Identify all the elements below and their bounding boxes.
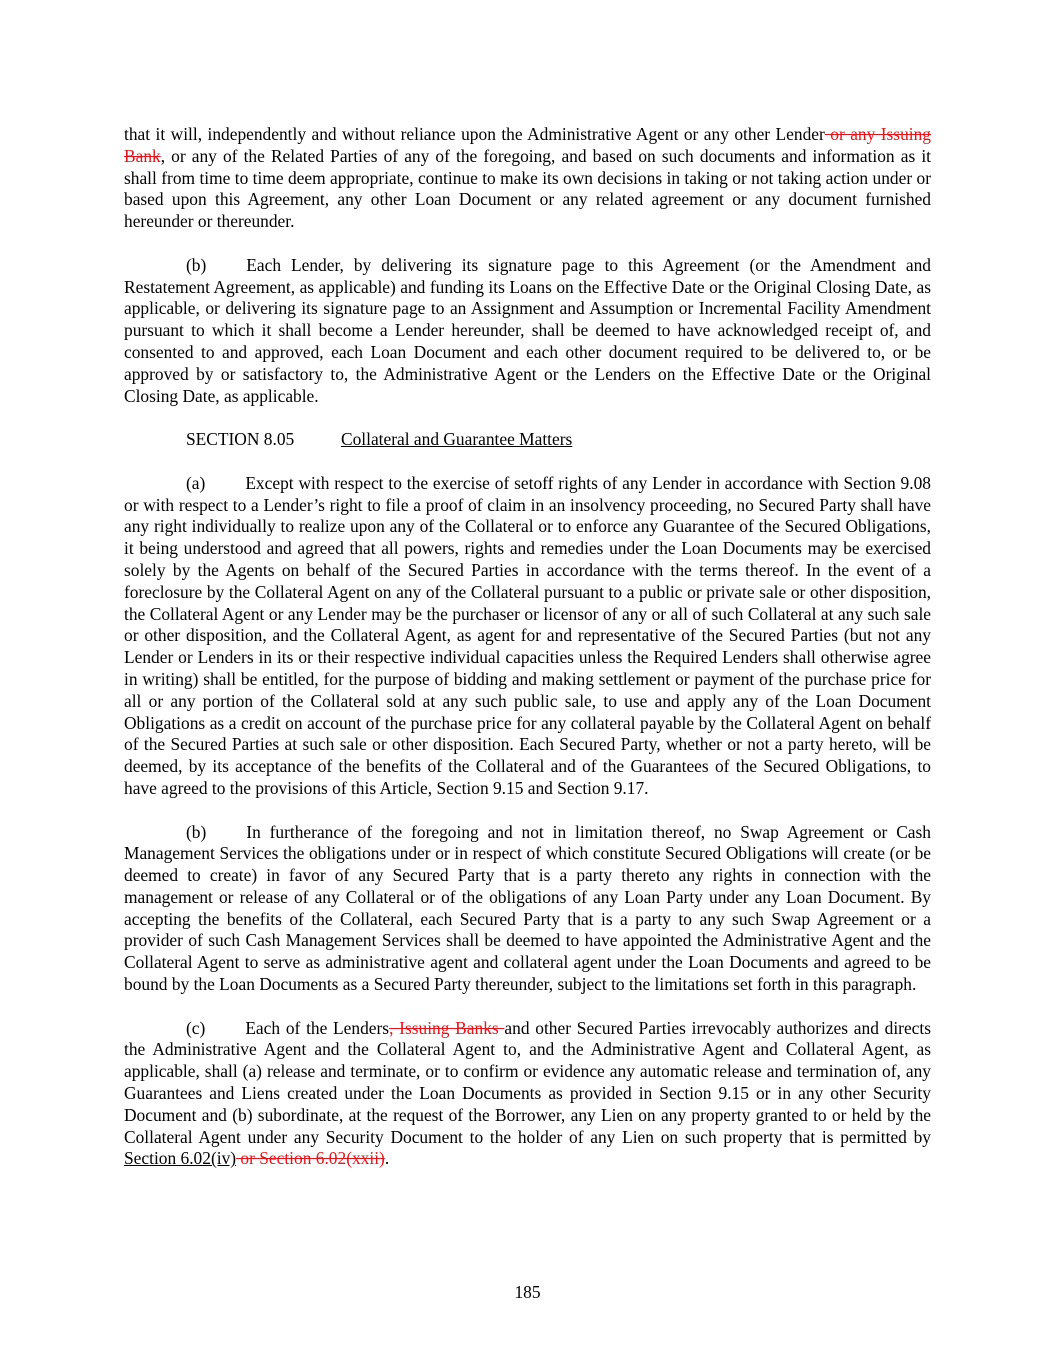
paragraph-continuation (124, 124, 931, 233)
text-run: , or any of the Related Parties of any of the foregoing, and based on such documents and information as it shall from time to time deem appropriate, continue to make its own decisions in taking or not taking action under or based upon this Agreement, any other Loan Document or any related agreement or any document furnished hereunder or thereunder. (124, 145, 931, 232)
paragraph-c-release-authorization (124, 1018, 931, 1171)
text-run: and other Secured Parties irrevocably authorizes and directs the Administrative Agent and the Collateral Agent to, and the Administrative Agent and Collateral Agent, as applicable, shall (a) release and terminate, or to confirm or evidence any automatic release and termination of, any Guarantees and Liens created under the Loan Documents as provided in Section 9.15 or in any other Security Document and (b) subordinate, at the request of the Borrower, any Lien on any property granted to or held by the Collateral Agent under any Security Document to the holder of any Lien on such property that is permitted by (124, 1017, 931, 1147)
text-run: that it will, independently and without reliance upon the Administrative Agent or any other Lender (124, 124, 825, 144)
section-title: Collateral and Guarantee Matters (341, 429, 573, 450)
paragraph-label: (a) (186, 472, 206, 493)
text-run: Each of the Lenders (245, 1017, 390, 1038)
paragraph-b-lender-signature (124, 255, 931, 408)
page-number: 185 (514, 1282, 541, 1302)
paragraph-a-setoff (124, 473, 931, 800)
text-run: Except with respect to the exercise of setoff rights of any Lender in accordance with Section 9.08 or with respect to a Lender’s right to file a proof of claim in an insolvency proceeding, no Secured Party shall have any right individually to realize upon any of the Collateral or to enforce any Guarantee of the Secured Obligations, it being understood and agreed that all powers, rights and remedies under the Loan Documents may be exercised solely by the Agents on behalf of the Secured Parties in accordance with the terms thereof. In the event of a foreclosure by the Collateral Agent on any of the Collateral pursuant to a public or private sale or other disposition, the Collateral Agent or any Lender may be the purchaser or licensor of any or all of such Collateral at any such sale or other disposition, and the Collateral Agent, as agent for and representative of the Secured Parties (but not any Lender or Lenders in its or their respective individual capacities unless the Required Lenders shall otherwise agree in writing) shall be entitled, for the purpose of bidding and making settlement or payment of the purchase price for all or any portion of the Collateral sold at any such public sale, to use and apply any of the Loan Document Obligations as a credit on account of the purchase price for any collateral payable by the Collateral Agent on behalf of the Secured Parties at such sale or other disposition. Each Secured Party, whether or not a party hereto, will be deemed, by its acceptance of the benefits of the Collateral and of the Guarantees of the Secured Obligations, to have agreed to the provisions of this Article, Section 9.15 and Section 9.17. (124, 472, 931, 798)
paragraph-b-swap-agreement (124, 822, 931, 996)
paragraph-label: (b) (186, 254, 207, 275)
text-run: . (384, 1148, 390, 1169)
text-run: In furtherance of the foregoing and not in limitation thereof, no Swap Agreement or Cash Management Services the obligations under or in respect of which constitute Secured Obligations will create (or be deemed to create) in favor of any Secured Party that is a party thereto any rights in connection with the management or release of any Collateral or of the obligations of any Loan Party under any Loan Document. By accepting the benefits of the Collateral, each Secured Party that is a party to any such Swap Agreement or a provider of such Cash Management Services shall be deemed to have appointed the Administrative Agent and the Collateral Agent to serve as administrative agent and collateral agent under the Loan Documents and agreed to be bound by the Loan Documents as a Secured Party thereunder, subject to the limitations set forth in this paragraph. (124, 821, 931, 995)
section-reference: Section 6.02(iv) (124, 1148, 237, 1169)
paragraph-label: (c) (186, 1017, 206, 1038)
document-body (124, 124, 931, 1192)
deleted-text: , Issuing Banks (389, 1017, 505, 1038)
text-run: Each Lender, by delivering its signature page to this Agreement (or the Amendment and Restatement Agreement, as applicable) and funding its Loans on the Effective Date or the Original Closing Date, as applicable, or delivering its signature page to an Assignment and Assumption or Incremental Facility Amendment pursuant to which it shall become a Lender hereunder, shall be deemed to have acknowledged receipt of, and consented to and approved, each Loan Document and each other document required to be delivered to, or be approved by or satisfactory to, the Administrative Agent or the Lenders on the Effective Date or the Original Closing Date, as applicable. (124, 254, 931, 406)
deleted-text: or Section 6.02(xxii) (236, 1148, 385, 1169)
deleted-text: or any Issuing Bank (124, 124, 931, 166)
paragraph-label: (b) (186, 821, 207, 842)
section-heading (186, 429, 931, 451)
section-number: SECTION 8.05 (186, 429, 295, 450)
